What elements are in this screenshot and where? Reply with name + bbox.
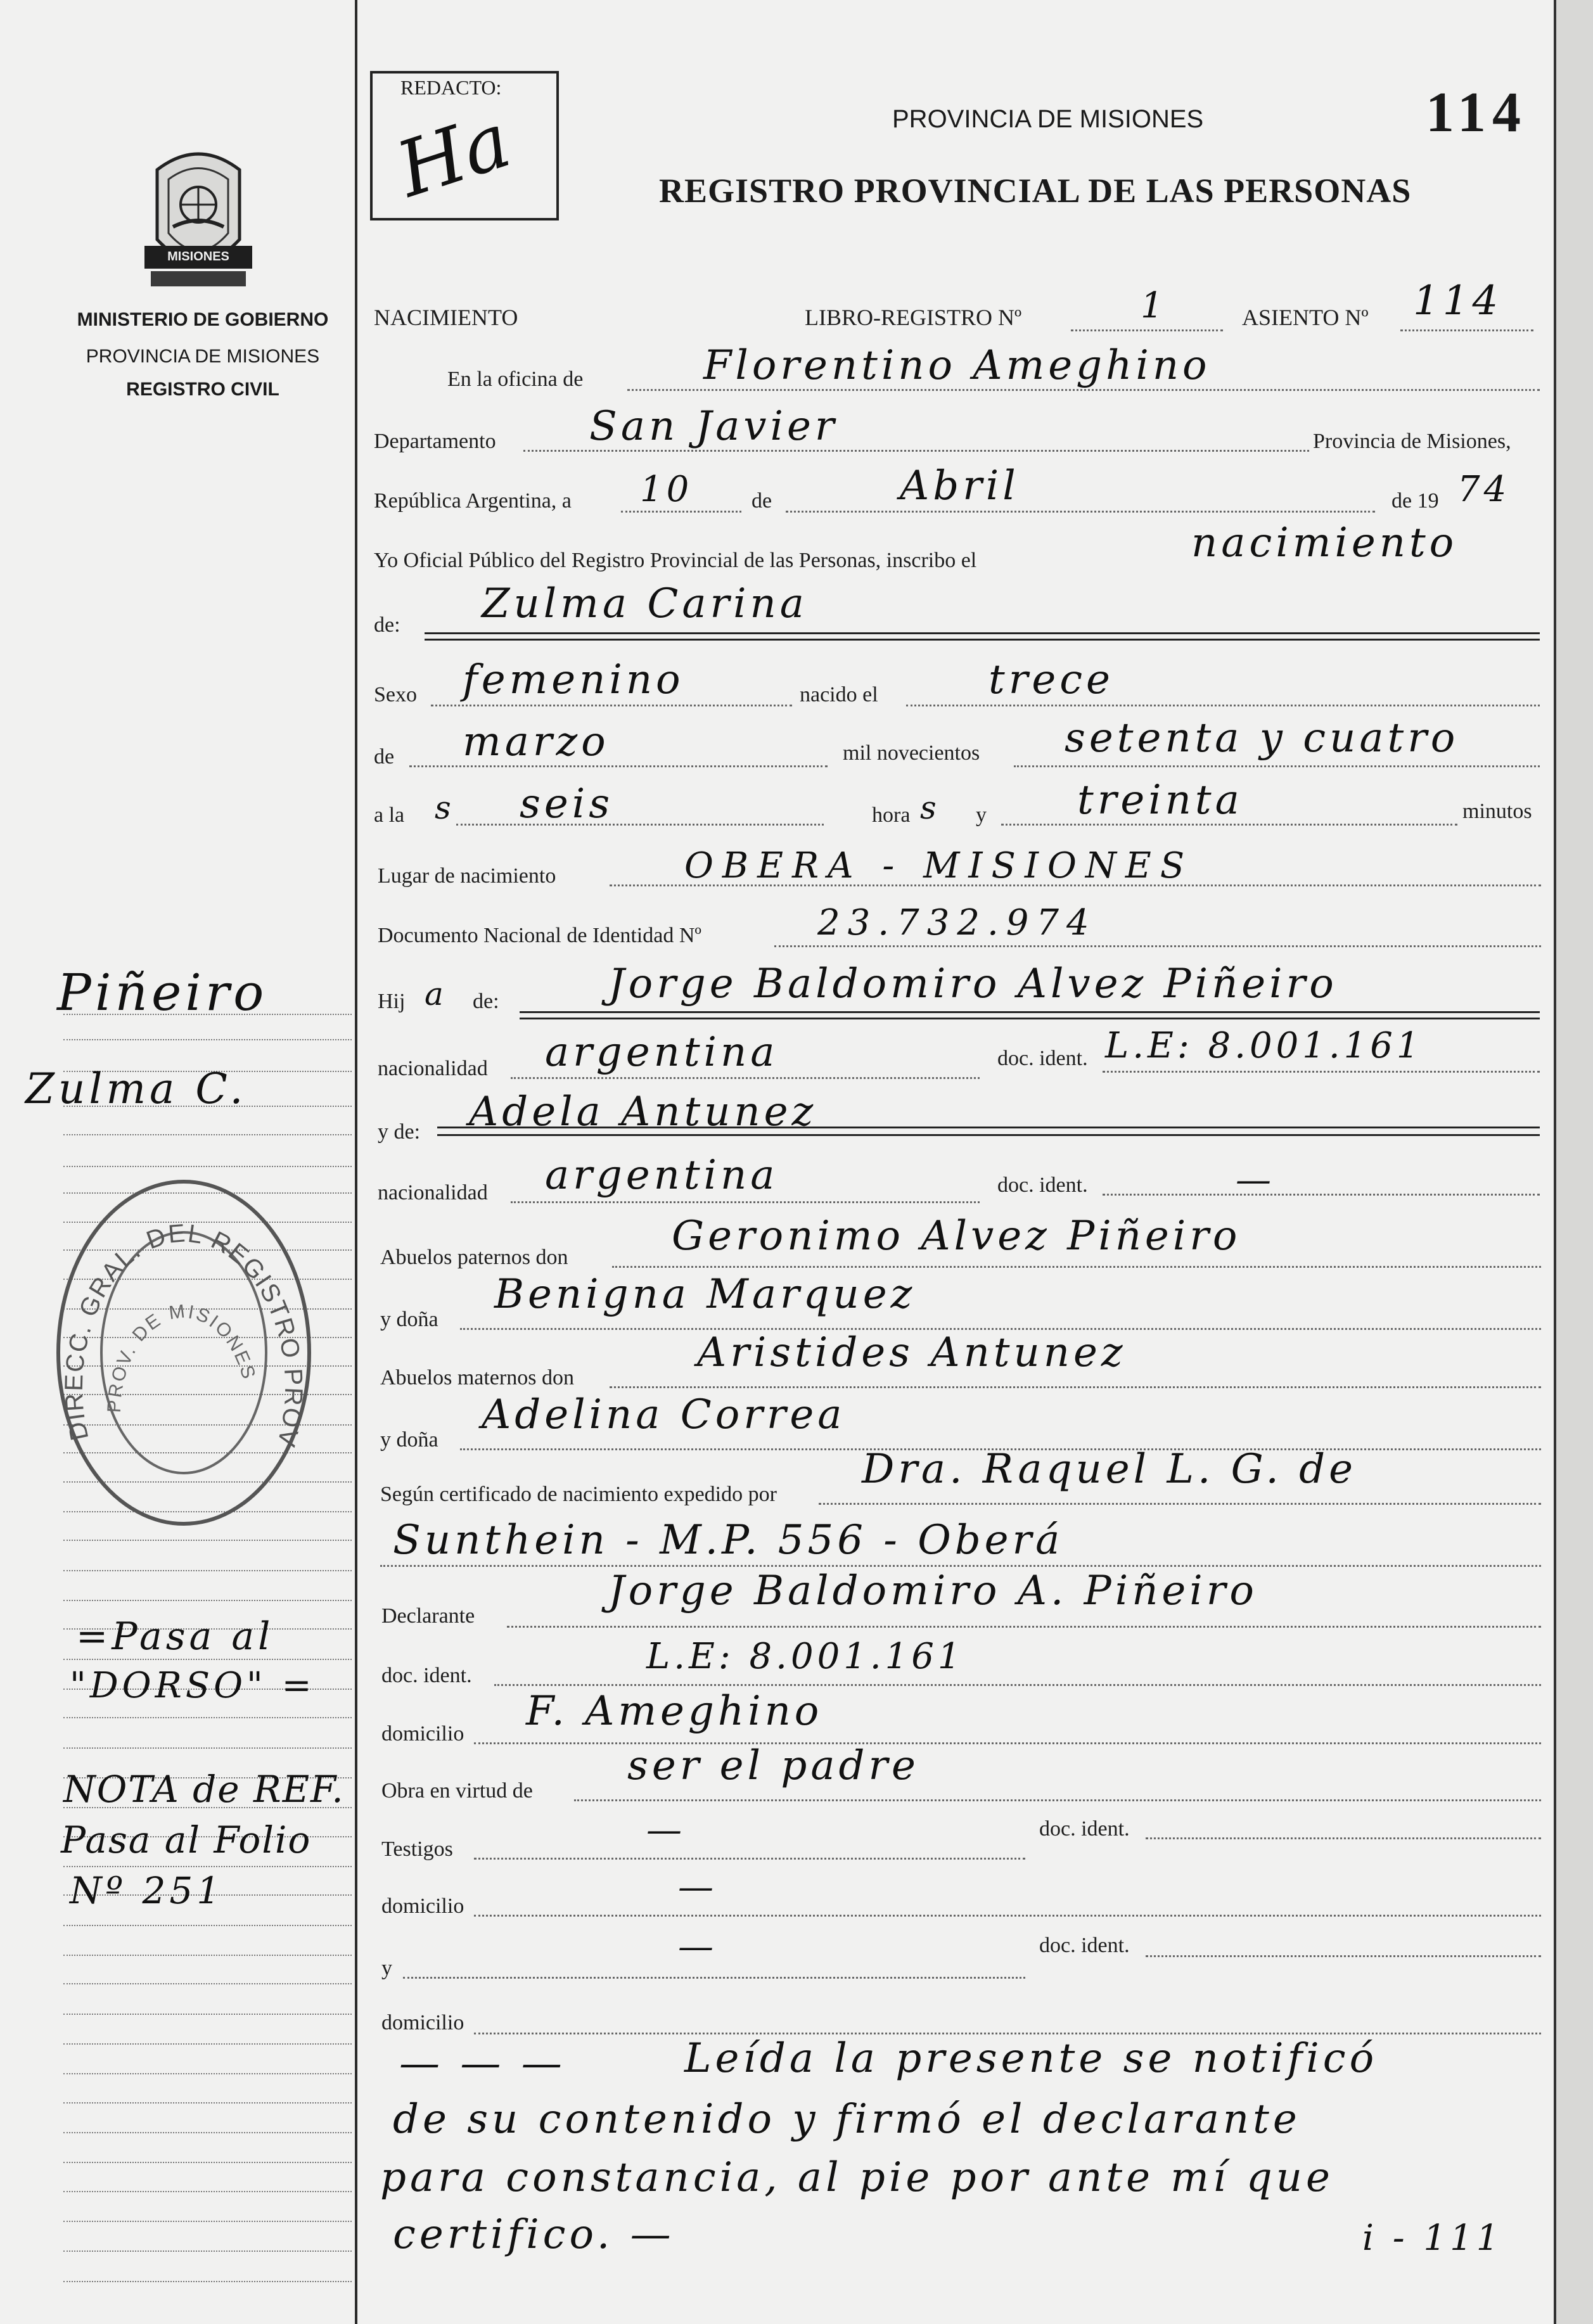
child-name-value: Zulma Carina xyxy=(482,580,808,627)
docident2-value: — xyxy=(1236,1159,1275,1201)
hij-label: Hij xyxy=(378,990,406,1013)
mil-value: setenta y cuatro xyxy=(1065,715,1459,762)
departamento-value: San Javier xyxy=(589,403,838,450)
docident2-label: doc. ident. xyxy=(997,1173,1088,1197)
y-witness-label: y xyxy=(381,1957,392,1980)
lugar-value: OBERA - MISIONES xyxy=(684,845,1194,886)
abuela-mat-value: Adelina Correa xyxy=(482,1391,846,1438)
mil-label: mil novecientos xyxy=(843,741,980,765)
hij-value: a xyxy=(425,976,447,1012)
closing-dash: — — — xyxy=(399,2040,566,2087)
libro-label: LIBRO-REGISTRO Nº xyxy=(805,305,1022,330)
hora-value: seis xyxy=(520,781,614,827)
testigos-label: Testigos xyxy=(381,1837,453,1861)
closing-line-4: certifico. — xyxy=(393,2211,675,2258)
margin-nota-line-1: NOTA de REF. xyxy=(63,1768,345,1811)
nac1-value: argentina xyxy=(545,1029,779,1076)
testigos-value: — xyxy=(646,1810,686,1851)
nac2-value: argentina xyxy=(545,1152,779,1199)
segun-label: Según certificado de nacimiento expedido por xyxy=(380,1483,777,1506)
domicilio1-value: F. Ameghino xyxy=(526,1688,823,1735)
minutos-label: minutos xyxy=(1462,800,1532,823)
yde-label: y de: xyxy=(378,1120,421,1144)
ministry-emblem xyxy=(138,144,259,290)
de2-label: de xyxy=(374,745,395,769)
svg-text:PROV. DE MISIONES xyxy=(104,1301,260,1414)
registry-stamp xyxy=(51,1172,317,1533)
padre-value: Jorge Baldomiro Alvez Piñeiro xyxy=(608,961,1338,1007)
abuelo-mat-value: Aristides Antunez xyxy=(697,1329,1127,1376)
page-edge-shadow xyxy=(1556,0,1593,2324)
redacto-label: REDACTO: xyxy=(400,76,502,99)
margin-given-name: Zulma C. xyxy=(25,1064,247,1113)
ministry-registry: REGISTRO CIVIL xyxy=(126,379,279,400)
stamp-outer-text: DIRECC. GRAL. DEL REGISTRO PROV xyxy=(60,1219,308,1451)
closing-line-1: Leída la presente se notificó xyxy=(684,2035,1378,2082)
de-colon-label: de: xyxy=(374,613,400,637)
obra-label: Obra en virtud de xyxy=(381,1779,533,1803)
nacimiento-label: NACIMIENTO xyxy=(374,305,518,330)
obra-value: ser el padre xyxy=(627,1742,919,1789)
docident5-label: doc. ident. xyxy=(1039,1934,1130,1957)
y-witness-value: — xyxy=(678,1926,717,1967)
nac1-label: nacionalidad xyxy=(378,1057,488,1080)
nacido-label: nacido el xyxy=(800,683,878,706)
header-registry: REGISTRO PROVINCIAL DE LAS PERSONAS xyxy=(659,172,1412,210)
abuela-pat-value: Benigna Marquez xyxy=(494,1271,916,1318)
departamento-label: Departamento xyxy=(374,430,496,453)
closing-line-2: de su contenido y firmó el declarante xyxy=(393,2096,1301,2143)
closing-line-3: para constancia, al pie por ante mí que xyxy=(380,2154,1334,2201)
ministry-name: MINISTERIO DE GOBIERNO xyxy=(77,309,329,330)
mes-value: marzo xyxy=(463,718,610,765)
ala-label: a la xyxy=(374,803,405,827)
margin-nota-line-3: Nº 251 xyxy=(70,1869,224,1912)
stamp-inner-text: PROV. DE MISIONES xyxy=(103,1300,260,1414)
day-value: 10 xyxy=(640,469,693,510)
abuelos-pat-label: Abuelos paternos don xyxy=(380,1246,568,1269)
asiento-value: 114 xyxy=(1413,278,1502,324)
declarante-value: Jorge Baldomiro A. Piñeiro xyxy=(608,1567,1258,1614)
hora-label: hora xyxy=(872,803,911,827)
domicilio2-label: domicilio xyxy=(381,1894,464,1918)
oficial-label: Yo Oficial Público del Registro Provincial de las Personas, inscribo el xyxy=(374,549,977,572)
provincia-label: Provincia de Misiones, xyxy=(1313,430,1511,453)
ydona1-label: y doña xyxy=(380,1308,438,1331)
abuelos-mat-label: Abuelos maternos don xyxy=(380,1366,574,1389)
inscribo-value: nacimiento xyxy=(1191,520,1458,566)
oficina-value: Florentino Ameghino xyxy=(703,342,1211,389)
libro-value: 1 xyxy=(1141,285,1167,326)
margin-rule xyxy=(355,0,357,2324)
republica-label: República Argentina, a xyxy=(374,489,572,513)
month-value: Abril xyxy=(900,463,1020,509)
dni-label: Documento Nacional de Identidad Nº xyxy=(378,924,701,947)
madre-value: Adela Antunez xyxy=(469,1089,817,1135)
hij-de-label: de: xyxy=(473,990,499,1013)
oficina-label: En la oficina de xyxy=(447,367,584,391)
dni-value: 23.732.974 xyxy=(817,902,1097,943)
margin-surname: Piñeiro xyxy=(57,963,268,1022)
nacido-value: trece xyxy=(988,656,1114,703)
closing-ref: i - 111 xyxy=(1362,2218,1503,2259)
redacto-box xyxy=(370,71,559,220)
asiento-label: ASIENTO Nº xyxy=(1242,305,1369,330)
domicilio1-label: domicilio xyxy=(381,1722,464,1746)
y-label: y xyxy=(976,803,987,827)
declarante-label: Declarante xyxy=(381,1604,475,1628)
docident1-label: doc. ident. xyxy=(997,1047,1088,1070)
folio-number: 114 xyxy=(1426,81,1528,144)
sexo-value: femenino xyxy=(463,656,684,703)
margin-nota-line-2: Pasa al Folio xyxy=(61,1818,312,1861)
lugar-label: Lugar de nacimiento xyxy=(378,864,556,888)
de-label: de xyxy=(752,489,772,513)
nac2-label: nacionalidad xyxy=(378,1181,488,1204)
margin-pasa-line-2: "DORSO" = xyxy=(70,1665,316,1706)
sexo-label: Sexo xyxy=(374,683,417,706)
year-value: 74 xyxy=(1457,469,1511,510)
redacto-initials: Ha xyxy=(387,96,521,215)
docident3-label: doc. ident. xyxy=(381,1664,472,1687)
abuelo-pat-value: Geronimo Alvez Piñeiro xyxy=(672,1213,1241,1260)
minutos-value: treinta xyxy=(1077,777,1243,824)
header-province: PROVINCIA DE MISIONES xyxy=(892,105,1204,133)
docident4-label: doc. ident. xyxy=(1039,1817,1130,1841)
emblem-label: MISIONES xyxy=(167,250,229,264)
page-right-edge xyxy=(1554,0,1556,2324)
hora-suffix: s xyxy=(920,789,940,826)
segun-value: Dra. Raquel L. G. de xyxy=(862,1446,1357,1493)
margin-pasa-line-1: =Pasa al xyxy=(76,1614,274,1659)
docident3-value: L.E: 8.001.161 xyxy=(646,1636,964,1677)
domicilio2-value: — xyxy=(678,1867,717,1908)
year-prefix-label: de 19 xyxy=(1391,489,1439,513)
segun-value-2: Sunthein - M.P. 556 - Oberá xyxy=(393,1517,1064,1564)
ala-value: s xyxy=(435,789,455,826)
docident1-value: L.E: 8.001.161 xyxy=(1105,1025,1423,1066)
domicilio3-label: domicilio xyxy=(381,2011,464,2034)
ydona2-label: y doña xyxy=(380,1428,438,1452)
ministry-province: PROVINCIA DE MISIONES xyxy=(86,346,320,367)
